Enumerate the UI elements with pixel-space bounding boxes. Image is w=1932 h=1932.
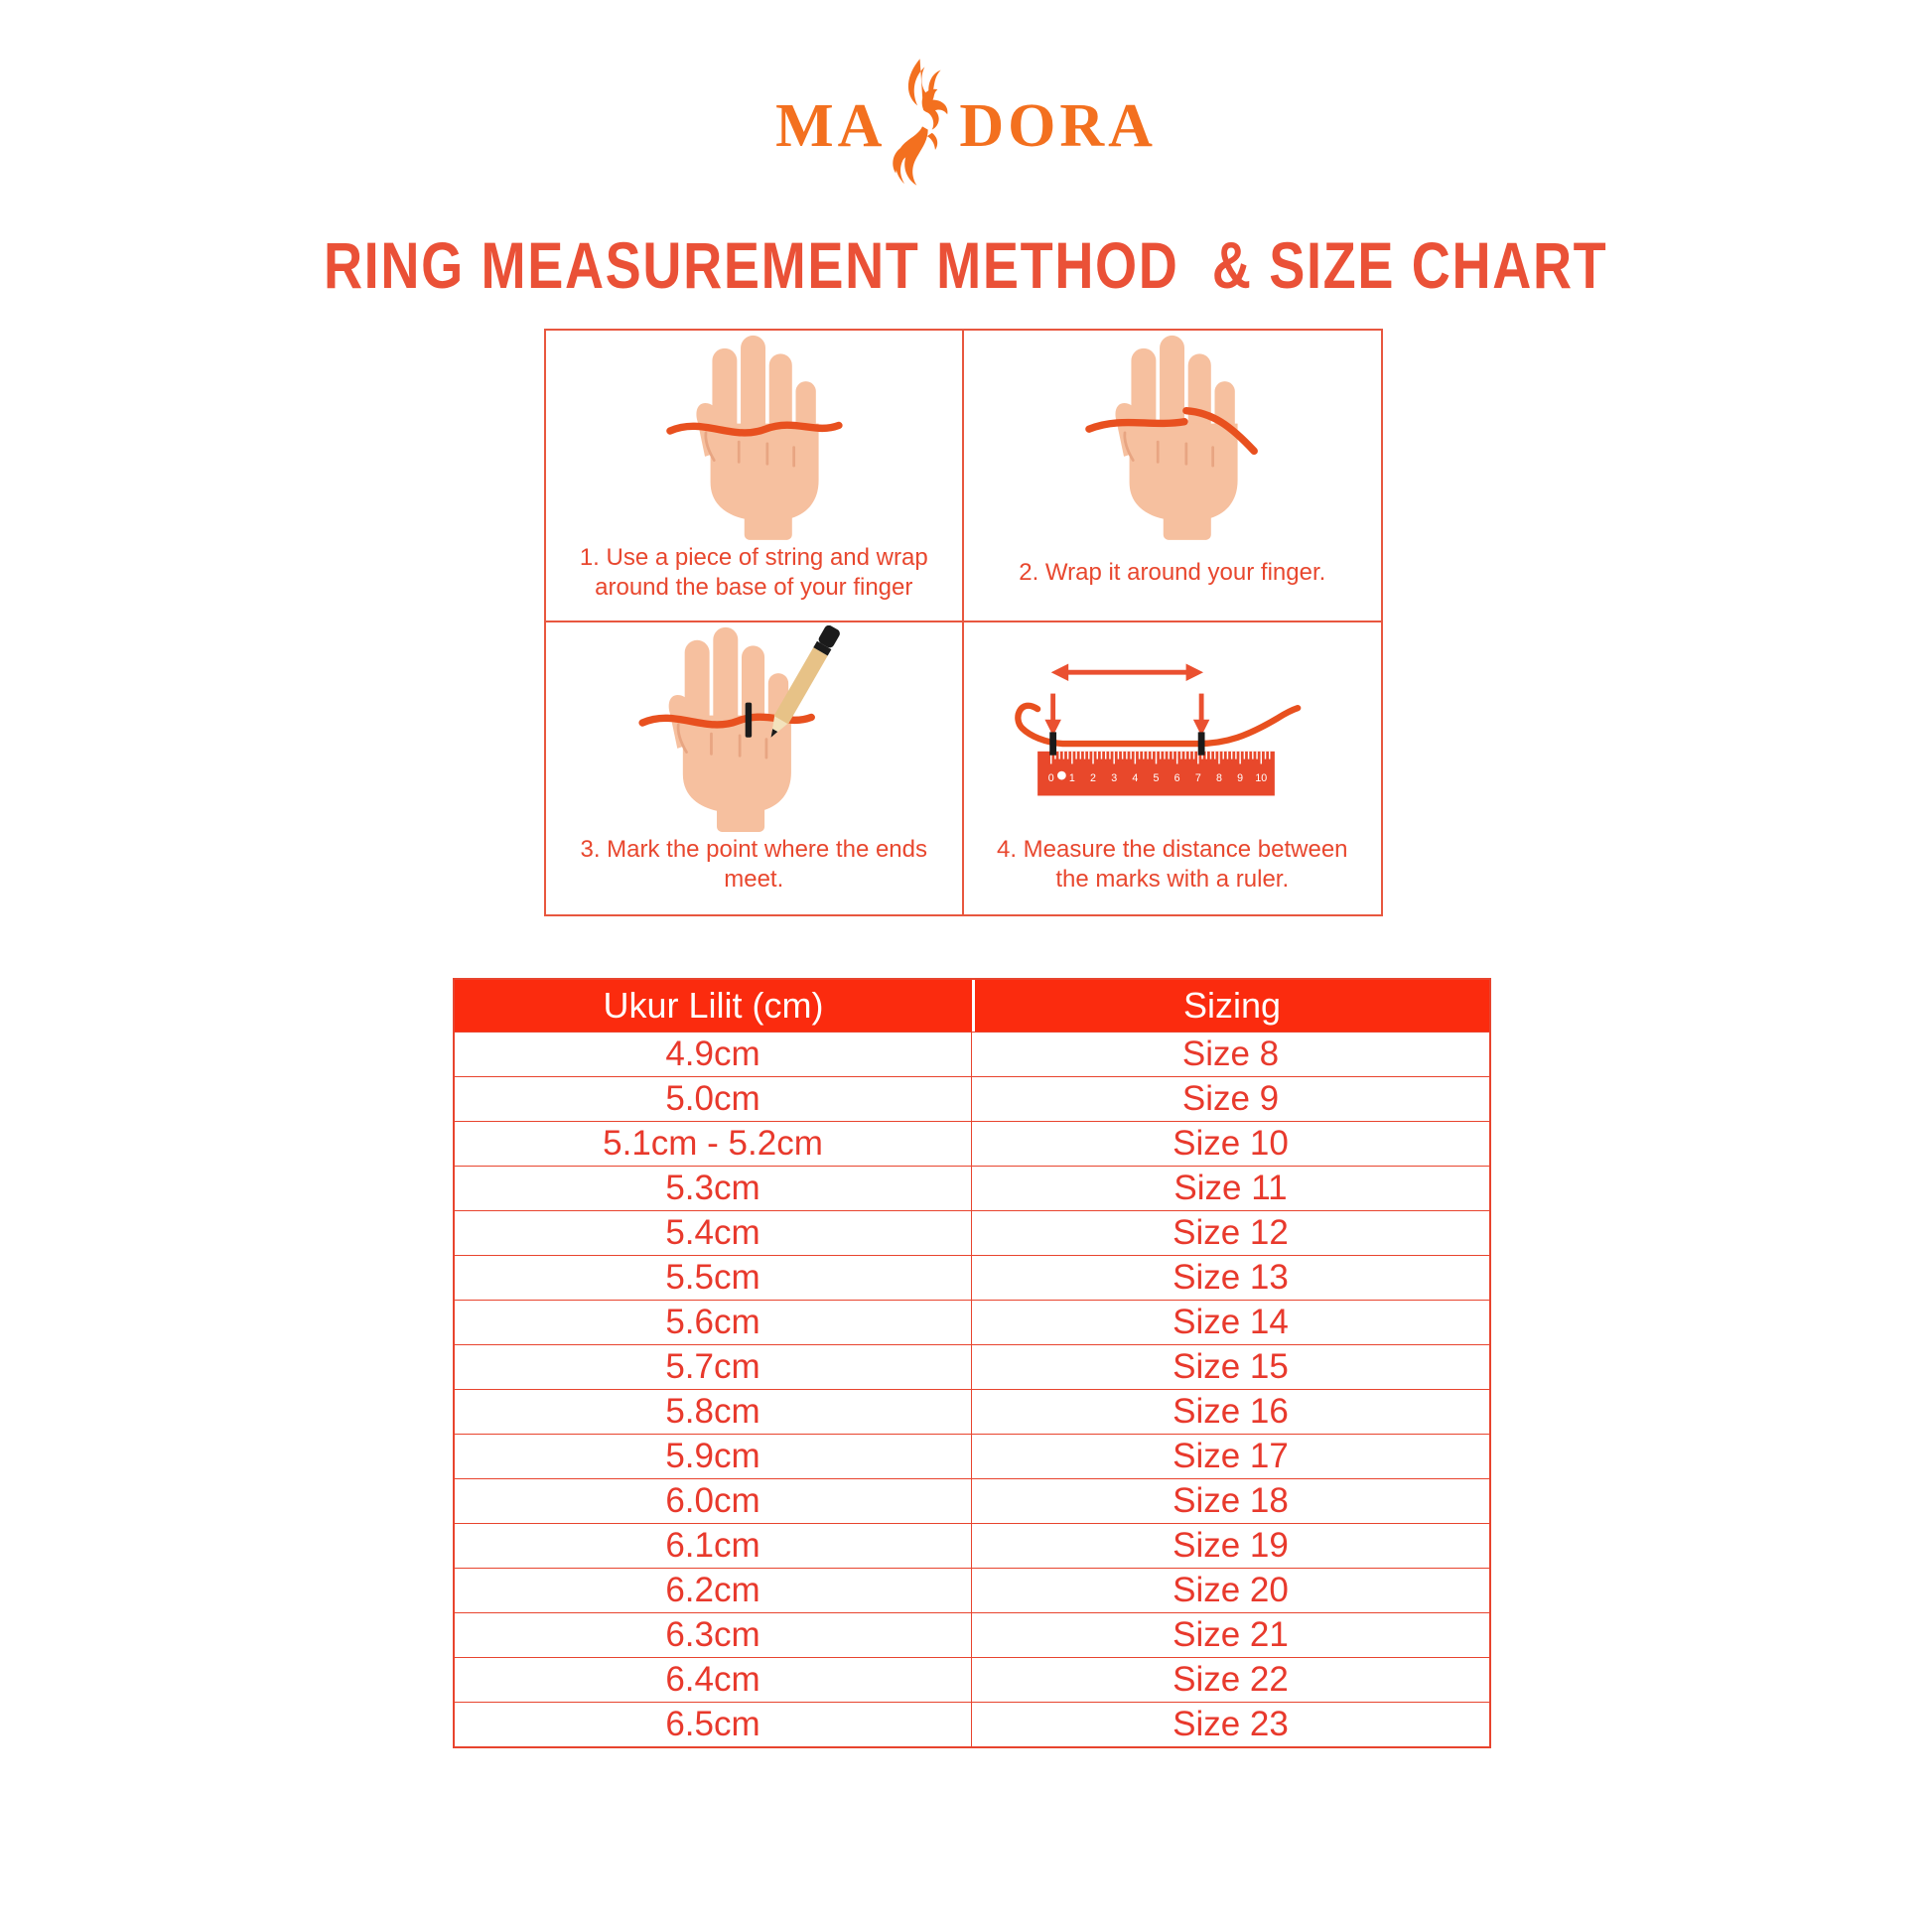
size-row	[455, 1121, 1489, 1166]
size-row	[455, 1210, 1489, 1255]
measurement-cell: 6.5cm	[455, 1702, 972, 1746]
phoenix-icon	[882, 56, 963, 193]
svg-text:0: 0	[1047, 771, 1054, 784]
size-chart-header	[455, 980, 1489, 1032]
size-row	[455, 1344, 1489, 1389]
measurement-cell: 5.5cm	[455, 1255, 972, 1300]
measurement-cell: 6.2cm	[455, 1568, 972, 1612]
size-row	[455, 1657, 1489, 1702]
step-4-caption: 4. Measure the distance between the marks with a ruler.	[996, 836, 1348, 893]
size-cell: Size 8	[972, 1032, 1489, 1076]
svg-text:3: 3	[1110, 771, 1117, 784]
size-row	[455, 1434, 1489, 1478]
measurement-cell: 6.4cm	[455, 1657, 972, 1702]
page-title-text: RING MEASUREMENT METHOD & SIZE CHART	[324, 228, 1608, 302]
size-cell: Size 12	[972, 1210, 1489, 1255]
hand-string-pencil-icon	[629, 625, 878, 832]
brand-wordmark-right: DORA	[959, 92, 1157, 160]
size-cell: Size 13	[972, 1255, 1489, 1300]
step-4-illustration	[964, 630, 1382, 827]
step-4-panel	[964, 622, 1382, 914]
measurement-cell: 5.6cm	[455, 1300, 972, 1344]
size-cell: Size 21	[972, 1612, 1489, 1657]
step-2-caption: 2. Wrap it around your finger.	[1019, 559, 1326, 586]
size-row	[455, 1478, 1489, 1523]
page-title	[0, 228, 1932, 302]
size-cell: Size 9	[972, 1076, 1489, 1121]
step-2-illustration	[964, 339, 1382, 535]
brand-logo	[0, 58, 1932, 195]
size-row	[455, 1255, 1489, 1300]
size-table-body	[455, 1032, 1489, 1746]
measurement-cell: 6.0cm	[455, 1478, 972, 1523]
ruler-hole-icon	[1057, 770, 1066, 779]
down-arrow-icons	[1044, 693, 1209, 736]
size-cell: Size 14	[972, 1300, 1489, 1344]
svg-text:7: 7	[1194, 771, 1201, 784]
svg-text:2: 2	[1089, 771, 1096, 784]
size-cell: Size 22	[972, 1657, 1489, 1702]
mark-icon	[746, 703, 752, 738]
size-row	[455, 1568, 1489, 1612]
size-row	[455, 1166, 1489, 1210]
size-cell: Size 16	[972, 1389, 1489, 1434]
string-icon	[1018, 705, 1298, 743]
step-1-panel	[546, 331, 964, 622]
size-row	[455, 1032, 1489, 1076]
size-cell: Size 10	[972, 1121, 1489, 1166]
svg-text:9: 9	[1236, 771, 1243, 784]
size-cell: Size 15	[972, 1344, 1489, 1389]
step-1-illustration	[546, 339, 962, 535]
size-chart-table	[453, 978, 1491, 1748]
size-cell: Size 18	[972, 1478, 1489, 1523]
size-row	[455, 1300, 1489, 1344]
measurement-cell: 5.8cm	[455, 1389, 972, 1434]
size-cell: Size 17	[972, 1434, 1489, 1478]
step-2-panel	[964, 331, 1382, 622]
svg-text:1: 1	[1068, 771, 1075, 784]
measurement-cell: 6.1cm	[455, 1523, 972, 1568]
measurement-cell: 5.3cm	[455, 1166, 972, 1210]
measurement-cell: 5.4cm	[455, 1210, 972, 1255]
ruler-measurement-icon	[1009, 647, 1336, 811]
measurement-cell: 5.0cm	[455, 1076, 972, 1121]
mark-icon	[1049, 732, 1056, 755]
measurement-cell: 5.9cm	[455, 1434, 972, 1478]
step-3-caption: 3. Mark the point where the ends meet.	[580, 836, 928, 893]
size-cell: Size 11	[972, 1166, 1489, 1210]
ruler-icon	[1037, 751, 1275, 795]
size-row	[455, 1523, 1489, 1568]
measurement-cell: 5.1cm - 5.2cm	[455, 1121, 972, 1166]
col-header-measurement: Ukur Lilit (cm)	[455, 980, 972, 1032]
size-cell: Size 19	[972, 1523, 1489, 1568]
svg-text:6: 6	[1173, 771, 1180, 784]
distance-arrow-icon	[1050, 663, 1202, 680]
hand-string-wrapped-icon	[1076, 334, 1269, 540]
size-row	[455, 1702, 1489, 1746]
svg-text:5: 5	[1153, 771, 1160, 784]
brand-wordmark-left: MA	[775, 92, 887, 160]
hand-string-icon	[657, 334, 850, 540]
measurement-cell: 6.3cm	[455, 1612, 972, 1657]
size-cell: Size 20	[972, 1568, 1489, 1612]
step-3-illustration	[546, 630, 962, 827]
col-header-sizing: Sizing	[972, 980, 1489, 1032]
measurement-cell: 4.9cm	[455, 1032, 972, 1076]
step-3-panel	[546, 622, 964, 914]
size-row	[455, 1389, 1489, 1434]
mark-icon	[1197, 732, 1204, 755]
size-row	[455, 1076, 1489, 1121]
svg-text:4: 4	[1132, 771, 1139, 784]
step-1-caption: 1. Use a piece of string and wrap around the base of your finger	[579, 544, 928, 601]
measurement-steps-grid	[544, 329, 1383, 916]
svg-text:8: 8	[1215, 771, 1222, 784]
size-cell: Size 23	[972, 1702, 1489, 1746]
measurement-cell: 5.7cm	[455, 1344, 972, 1389]
svg-text:10: 10	[1255, 771, 1267, 784]
header-row	[455, 980, 1489, 1032]
size-row	[455, 1612, 1489, 1657]
